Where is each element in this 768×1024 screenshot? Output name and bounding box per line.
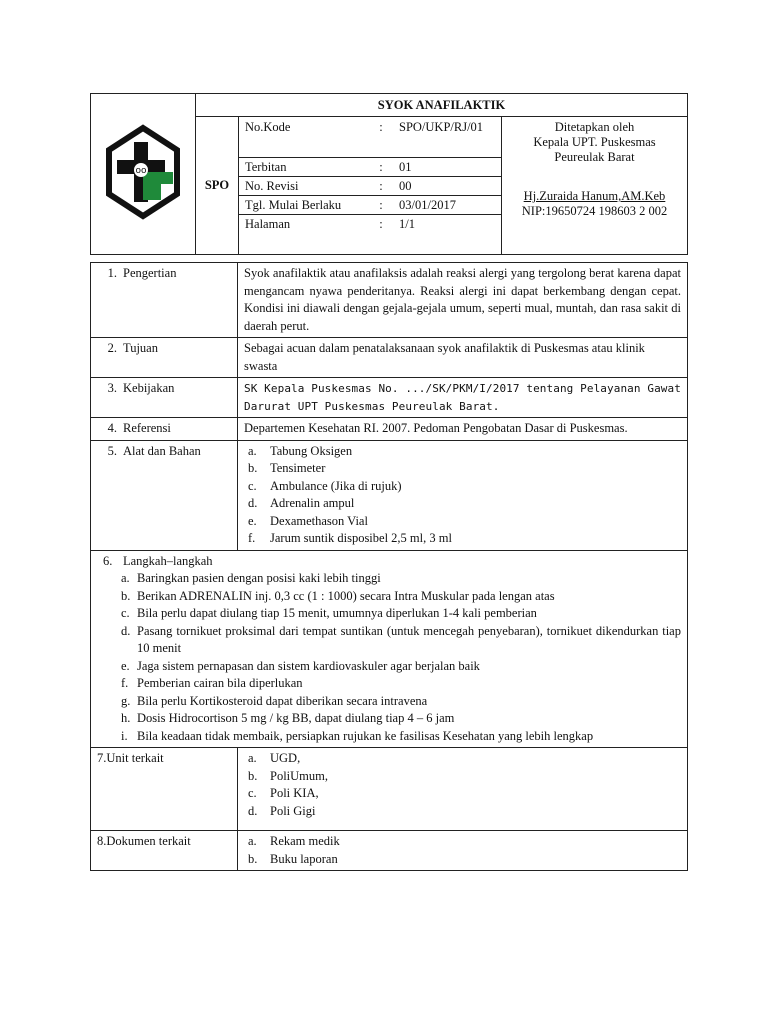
meta-key: Terbitan (239, 158, 369, 177)
meta-colon: : (369, 196, 393, 215)
approval-line-1: Ditetapkan oleh (554, 120, 635, 134)
langkah-cell (91, 550, 688, 748)
approval-line-2: Kepala UPT. Puskesmas (533, 135, 656, 149)
logo-cell (91, 94, 196, 255)
content-table (90, 262, 688, 871)
alat-list (244, 443, 681, 548)
section-row-kebijakan (91, 378, 688, 418)
list-item: e. Dexamethason Vial (248, 513, 368, 528)
meta-colon: : (369, 158, 393, 177)
list-item: f. Pemberian cairan bila diperlukan (121, 676, 303, 690)
header-table (90, 93, 688, 255)
list-item: i. Bila keadaan tidak membaik, persiapkan rujukan ke fasilisas Kesehatan yang lebih lengkap (121, 728, 594, 743)
list-item: c. Poli KIA, (248, 786, 319, 800)
meta-colon: : (379, 217, 383, 231)
referensi-text: Departemen Kesehatan RI. 2007. Pedoman Pengobatan Dasar di Puskesmas. (238, 418, 688, 441)
puskesmas-logo-icon (103, 122, 183, 222)
alat-list-cell (238, 440, 688, 550)
list-item: c. Bila perlu dapat diulang tiap 15 menit, umumnya diperlukan 1-4 kali pemberian (121, 606, 537, 620)
section-row-referensi (91, 418, 688, 441)
tujuan-text: Sebagai acuan dalam penatalaksanaan syok anafilaktik di Puskesmas atau klinik swasta (238, 338, 688, 378)
meta-row (239, 177, 501, 196)
list-item: d. Poli Gigi (248, 803, 316, 818)
meta-key: No.Kode (239, 117, 369, 158)
document-title: SYOK ANAFILAKTIK (196, 94, 688, 117)
list-item: b. Berikan ADRENALIN inj. 0,3 cc (1 : 1000) secara Intra Muskular pada lengan atas (121, 588, 555, 603)
spo-label: SPO (196, 117, 239, 255)
list-item: b. Tensimeter (248, 461, 326, 475)
list-item: a. Rekam medik (248, 834, 340, 848)
meta-value: 00 (393, 177, 501, 196)
meta-table (239, 117, 501, 254)
unit-list (244, 750, 681, 820)
list-item: a. UGD, (248, 751, 301, 765)
section-label: 2. Tujuan (91, 338, 238, 378)
meta-key: No. Revisi (239, 177, 369, 196)
list-item: e. Jaga sistem pernapasan dan sistem kardiovaskuler agar berjalan baik (121, 658, 480, 673)
list-item: g. Bila perlu Kortikosteroid dapat diberikan secara intravena (121, 693, 428, 708)
section-row-dokumen (91, 831, 688, 871)
list-item: a. Tabung Oksigen (248, 443, 353, 458)
approval-cell (502, 117, 688, 255)
section-label: 8.Dokumen terkait (91, 831, 238, 871)
approval-line-3: Peureulak Barat (554, 150, 635, 164)
list-item: c. Ambulance (Jika di rujuk) (248, 478, 402, 493)
meta-value: 01 (393, 158, 501, 177)
list-item: f. Jarum suntik disposibel 2,5 ml, 3 ml (248, 531, 452, 545)
list-item: b. Buku laporan (248, 851, 338, 866)
dokumen-list (244, 833, 681, 868)
unit-list-cell (238, 748, 688, 831)
meta-colon: : (369, 177, 393, 196)
section-label: 5. Alat dan Bahan (91, 440, 238, 550)
meta-row (239, 117, 501, 158)
section-row-unit (91, 748, 688, 831)
section-label: 7.Unit terkait (91, 748, 238, 831)
section-row-alat (91, 440, 688, 550)
list-item: d. Adrenalin ampul (248, 496, 355, 510)
signatory-nip: NIP:19650724 198603 2 002 (521, 204, 668, 218)
meta-value: SPO/UKP/RJ/01 (393, 117, 501, 158)
svg-text:oo: oo (135, 166, 147, 176)
list-item: h. Dosis Hidrocortison 5 mg / kg BB, dapat diulang tiap 4 – 6 jam (121, 711, 455, 725)
section-label: 3. Kebijakan (91, 378, 238, 418)
dokumen-list-cell (238, 831, 688, 871)
meta-cell (239, 117, 502, 255)
list-item: b. PoliUmum, (248, 768, 328, 783)
meta-row (239, 196, 501, 215)
section-label: 6. Langkah–langkah (103, 553, 213, 568)
meta-colon: : (369, 117, 393, 158)
meta-value: 1/1 (399, 217, 415, 231)
meta-value: 03/01/2017 (393, 196, 501, 215)
section-row-tujuan (91, 338, 688, 378)
signatory-name: Hj.Zuraida Hanum,AM.Keb (523, 189, 666, 203)
section-row-langkah (91, 550, 688, 748)
meta-row (239, 215, 501, 255)
kebijakan-text: SK Kepala Puskesmas No. .../SK/PKM/I/2017 tentang Pelayanan Gawat Darurat UPT Puskesmas Peureulak Barat. (238, 378, 688, 418)
meta-row (239, 158, 501, 177)
langkah-list (97, 570, 681, 745)
meta-key: Tgl. Mulai Berlaku (239, 196, 369, 215)
list-item: a. Baringkan pasien dengan posisi kaki lebih tinggi (121, 571, 381, 585)
section-row-pengertian (91, 263, 688, 338)
pengertian-text: Syok anafilaktik atau anafilaksis adalah reaksi alergi yang tergolong berat karena dapat mengancam nyawa penderitanya. Reaksi alergi ini dapat berkembang dengan cepat. Kondisi ini diawali dengan gejala-gejala umum, seperti mual, muntah, dan rasa sakit di daerah perut. (238, 263, 688, 338)
section-label: 4. Referensi (91, 418, 238, 441)
list-item: d. Pasang tornikuet proksimal dari tempat suntikan (untuk mencegah penyebaran), tornikuet dikendurkan tiap 10 menit (121, 623, 681, 655)
meta-key: Halaman (245, 217, 291, 231)
section-label: 1. Pengertian (91, 263, 238, 338)
